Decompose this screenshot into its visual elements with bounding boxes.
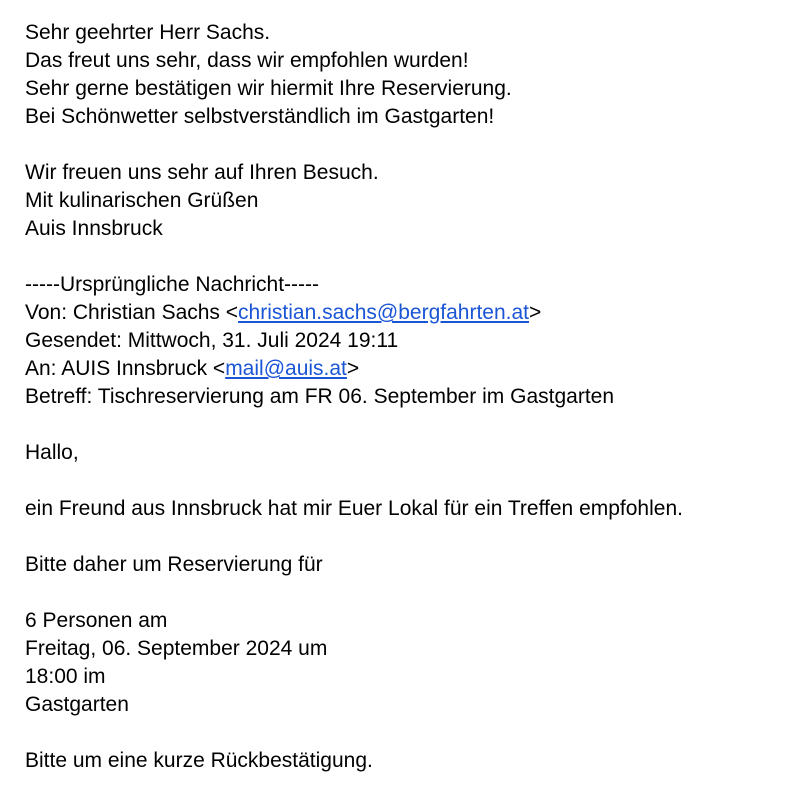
from-suffix: > — [529, 301, 542, 324]
spacer — [25, 243, 795, 271]
reservation-detail: 6 Personen am — [25, 609, 168, 632]
signature: Auis Innsbruck — [25, 217, 163, 240]
reply-line: Bei Schönwetter selbstverständlich im Gastgarten! — [25, 105, 495, 128]
email-body — [25, 19, 795, 775]
salutation: Sehr geehrter Herr Sachs. — [25, 21, 271, 44]
to-line — [25, 355, 795, 383]
spacer — [25, 579, 795, 607]
to-email-link[interactable]: mail@auis.at — [225, 357, 347, 380]
subject-line: Betreff: Tischreservierung am FR 06. September im Gastgarten — [25, 385, 615, 408]
from-email-link[interactable]: christian.sachs@bergfahrten.at — [238, 301, 530, 324]
closing-line: Mit kulinarischen Grüßen — [25, 189, 259, 212]
spacer — [25, 411, 795, 439]
to-label: An: AUIS Innsbruck < — [25, 357, 226, 380]
closing-line: Wir freuen uns sehr auf Ihren Besuch. — [25, 161, 379, 184]
spacer — [25, 467, 795, 495]
original-request: Bitte daher um Reservierung für — [25, 553, 323, 576]
original-intro: ein Freund aus Innsbruck hat mir Euer Lokal für ein Treffen empfohlen. — [25, 497, 683, 520]
original-closing: Bitte um eine kurze Rückbestätigung. — [25, 749, 373, 772]
from-label: Von: Christian Sachs < — [25, 301, 239, 324]
reservation-detail: Gastgarten — [25, 693, 129, 716]
spacer — [25, 523, 795, 551]
spacer — [25, 719, 795, 747]
from-line — [25, 299, 795, 327]
reply-line: Das freut uns sehr, dass wir empfohlen wurden! — [25, 49, 469, 72]
spacer — [25, 131, 795, 159]
reply-line: Sehr gerne bestätigen wir hiermit Ihre Reservierung. — [25, 77, 512, 100]
original-greeting: Hallo, — [25, 441, 79, 464]
original-message-separator: -----Ursprüngliche Nachricht----- — [25, 273, 320, 296]
reservation-detail: 18:00 im — [25, 665, 106, 688]
to-suffix: > — [346, 357, 360, 380]
sent-line: Gesendet: Mittwoch, 31. Juli 2024 19:11 — [25, 329, 399, 352]
reservation-detail: Freitag, 06. September 2024 um — [25, 637, 328, 660]
